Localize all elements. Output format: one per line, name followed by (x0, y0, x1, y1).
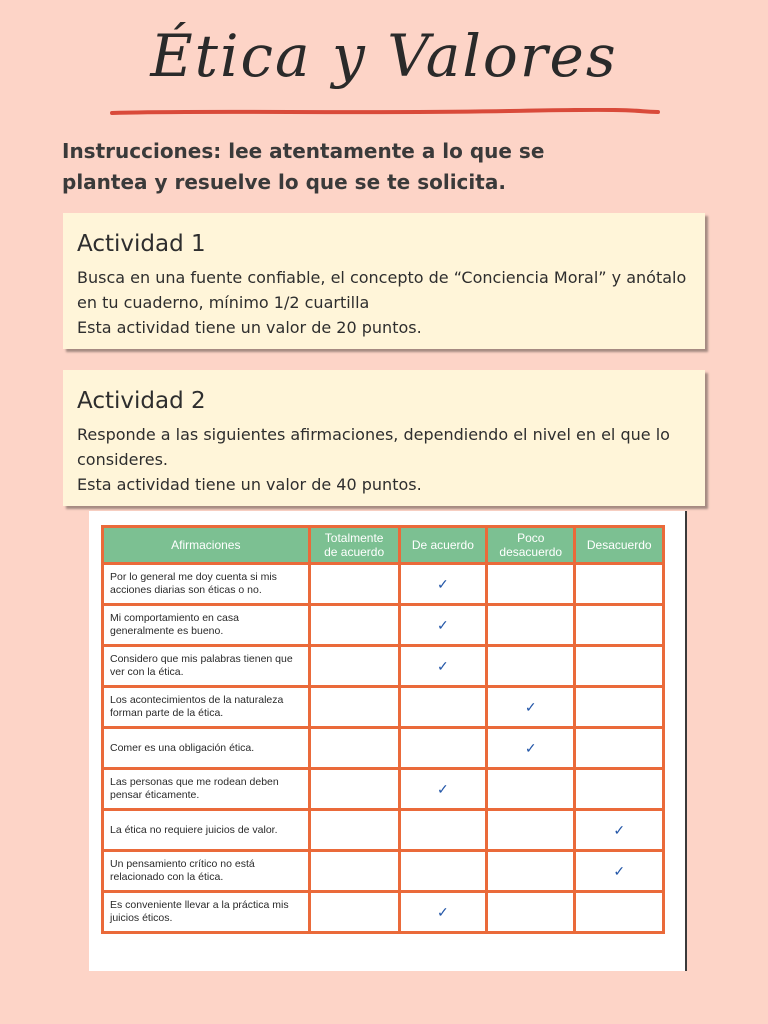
answer-cell (309, 769, 399, 810)
answer-cell (575, 769, 664, 810)
checkmark-icon: ✓ (524, 739, 537, 756)
header-de-acuerdo: De acuerdo (399, 527, 486, 564)
answer-cell (399, 687, 486, 728)
checkmark-icon: ✓ (613, 862, 626, 879)
table-row (103, 769, 664, 810)
answer-cell (487, 728, 575, 769)
answer-cell (575, 892, 664, 933)
activity-2-line-2: Esta actividad tiene un valor de 40 puntos. (77, 475, 422, 494)
activity-1-line-2: Esta actividad tiene un valor de 20 puntos. (77, 318, 422, 337)
activity-1-card (63, 213, 705, 349)
activity-2-body (77, 422, 687, 497)
checkmark-icon: ✓ (436, 780, 449, 797)
answer-cell (399, 564, 486, 605)
table-row (103, 605, 664, 646)
instructions-text: Instrucciones: lee atentamente a lo que se plantea y resuelve lo que se te solicita. (62, 139, 545, 194)
table-row (103, 892, 664, 933)
page-title: Ética y Valores (150, 22, 618, 90)
header-afirmaciones: Afirmaciones (103, 527, 310, 564)
answer-cell (399, 728, 486, 769)
checkmark-icon: ✓ (524, 698, 537, 715)
activity-1-title: Actividad 1 (77, 231, 206, 257)
answer-cell (309, 646, 399, 687)
answer-cell (487, 769, 575, 810)
answer-cell (309, 728, 399, 769)
answer-cell (487, 892, 575, 933)
answer-cell (487, 605, 575, 646)
answer-cell (487, 564, 575, 605)
answer-cell (575, 646, 664, 687)
table-row (103, 564, 664, 605)
activity-1-line-1: Busca en una fuente confiable, el concepto de “Conciencia Moral” y anótalo en tu cuaderno, mínimo 1/2 cuartilla (77, 268, 687, 312)
answer-cell (487, 851, 575, 892)
statement-text: Por lo general me doy cuenta si mis acciones diarias son éticas o no. (103, 564, 310, 605)
header-desacuerdo: Desacuerdo (575, 527, 664, 564)
statement-text: La ética no requiere juicios de valor. (103, 810, 310, 851)
answer-cell (575, 810, 664, 851)
answer-cell (309, 564, 399, 605)
table-row (103, 728, 664, 769)
checkmark-icon: ✓ (436, 657, 449, 674)
statement-text: Mi comportamiento en casa generalmente es bueno. (103, 605, 310, 646)
answer-cell (309, 810, 399, 851)
answer-cell (575, 728, 664, 769)
answer-cell (399, 810, 486, 851)
table-row (103, 646, 664, 687)
answer-cell (575, 564, 664, 605)
answer-cell (399, 851, 486, 892)
answer-cell (309, 605, 399, 646)
answer-cell (399, 769, 486, 810)
statement-text: Un pensamiento crítico no está relacionado con la ética. (103, 851, 310, 892)
activity-2-title: Actividad 2 (77, 388, 206, 414)
table-body (103, 564, 664, 933)
answer-cell (399, 605, 486, 646)
checkmark-icon: ✓ (436, 575, 449, 592)
checkmark-icon: ✓ (613, 821, 626, 838)
answer-cell (309, 892, 399, 933)
activity-2-line-1: Responde a las siguientes afirmaciones, dependiendo el nivel en el que lo consideres. (77, 425, 670, 469)
answer-cell (309, 851, 399, 892)
statement-text: Comer es una obligación ética. (103, 728, 310, 769)
answer-cell (575, 851, 664, 892)
title-underline (110, 108, 660, 116)
answer-cell (487, 810, 575, 851)
answer-cell (487, 646, 575, 687)
checkmark-icon: ✓ (436, 616, 449, 633)
header-poco-desacuerdo: Poco desacuerdo (487, 527, 575, 564)
header-totalmente-de-acuerdo: Totalmente de acuerdo (309, 527, 399, 564)
answer-cell (399, 646, 486, 687)
statement-text: Es conveniente llevar a la práctica mis juicios éticos. (103, 892, 310, 933)
activity-1-body (77, 265, 687, 340)
statement-text: Las personas que me rodean deben pensar éticamente. (103, 769, 310, 810)
table-row (103, 851, 664, 892)
answer-cell (309, 687, 399, 728)
table-row (103, 687, 664, 728)
answer-cell (399, 892, 486, 933)
answer-cell (487, 687, 575, 728)
statement-text: Considero que mis palabras tienen que ver con la ética. (103, 646, 310, 687)
checkmark-icon: ✓ (436, 903, 449, 920)
statements-table-image (89, 511, 687, 971)
answer-cell (575, 687, 664, 728)
statement-text: Los acontecimientos de la naturaleza forman parte de la ética. (103, 687, 310, 728)
answer-cell (575, 605, 664, 646)
table-row (103, 810, 664, 851)
activity-2-card (63, 370, 705, 506)
statements-table (101, 525, 665, 934)
table-header-row (103, 527, 664, 564)
